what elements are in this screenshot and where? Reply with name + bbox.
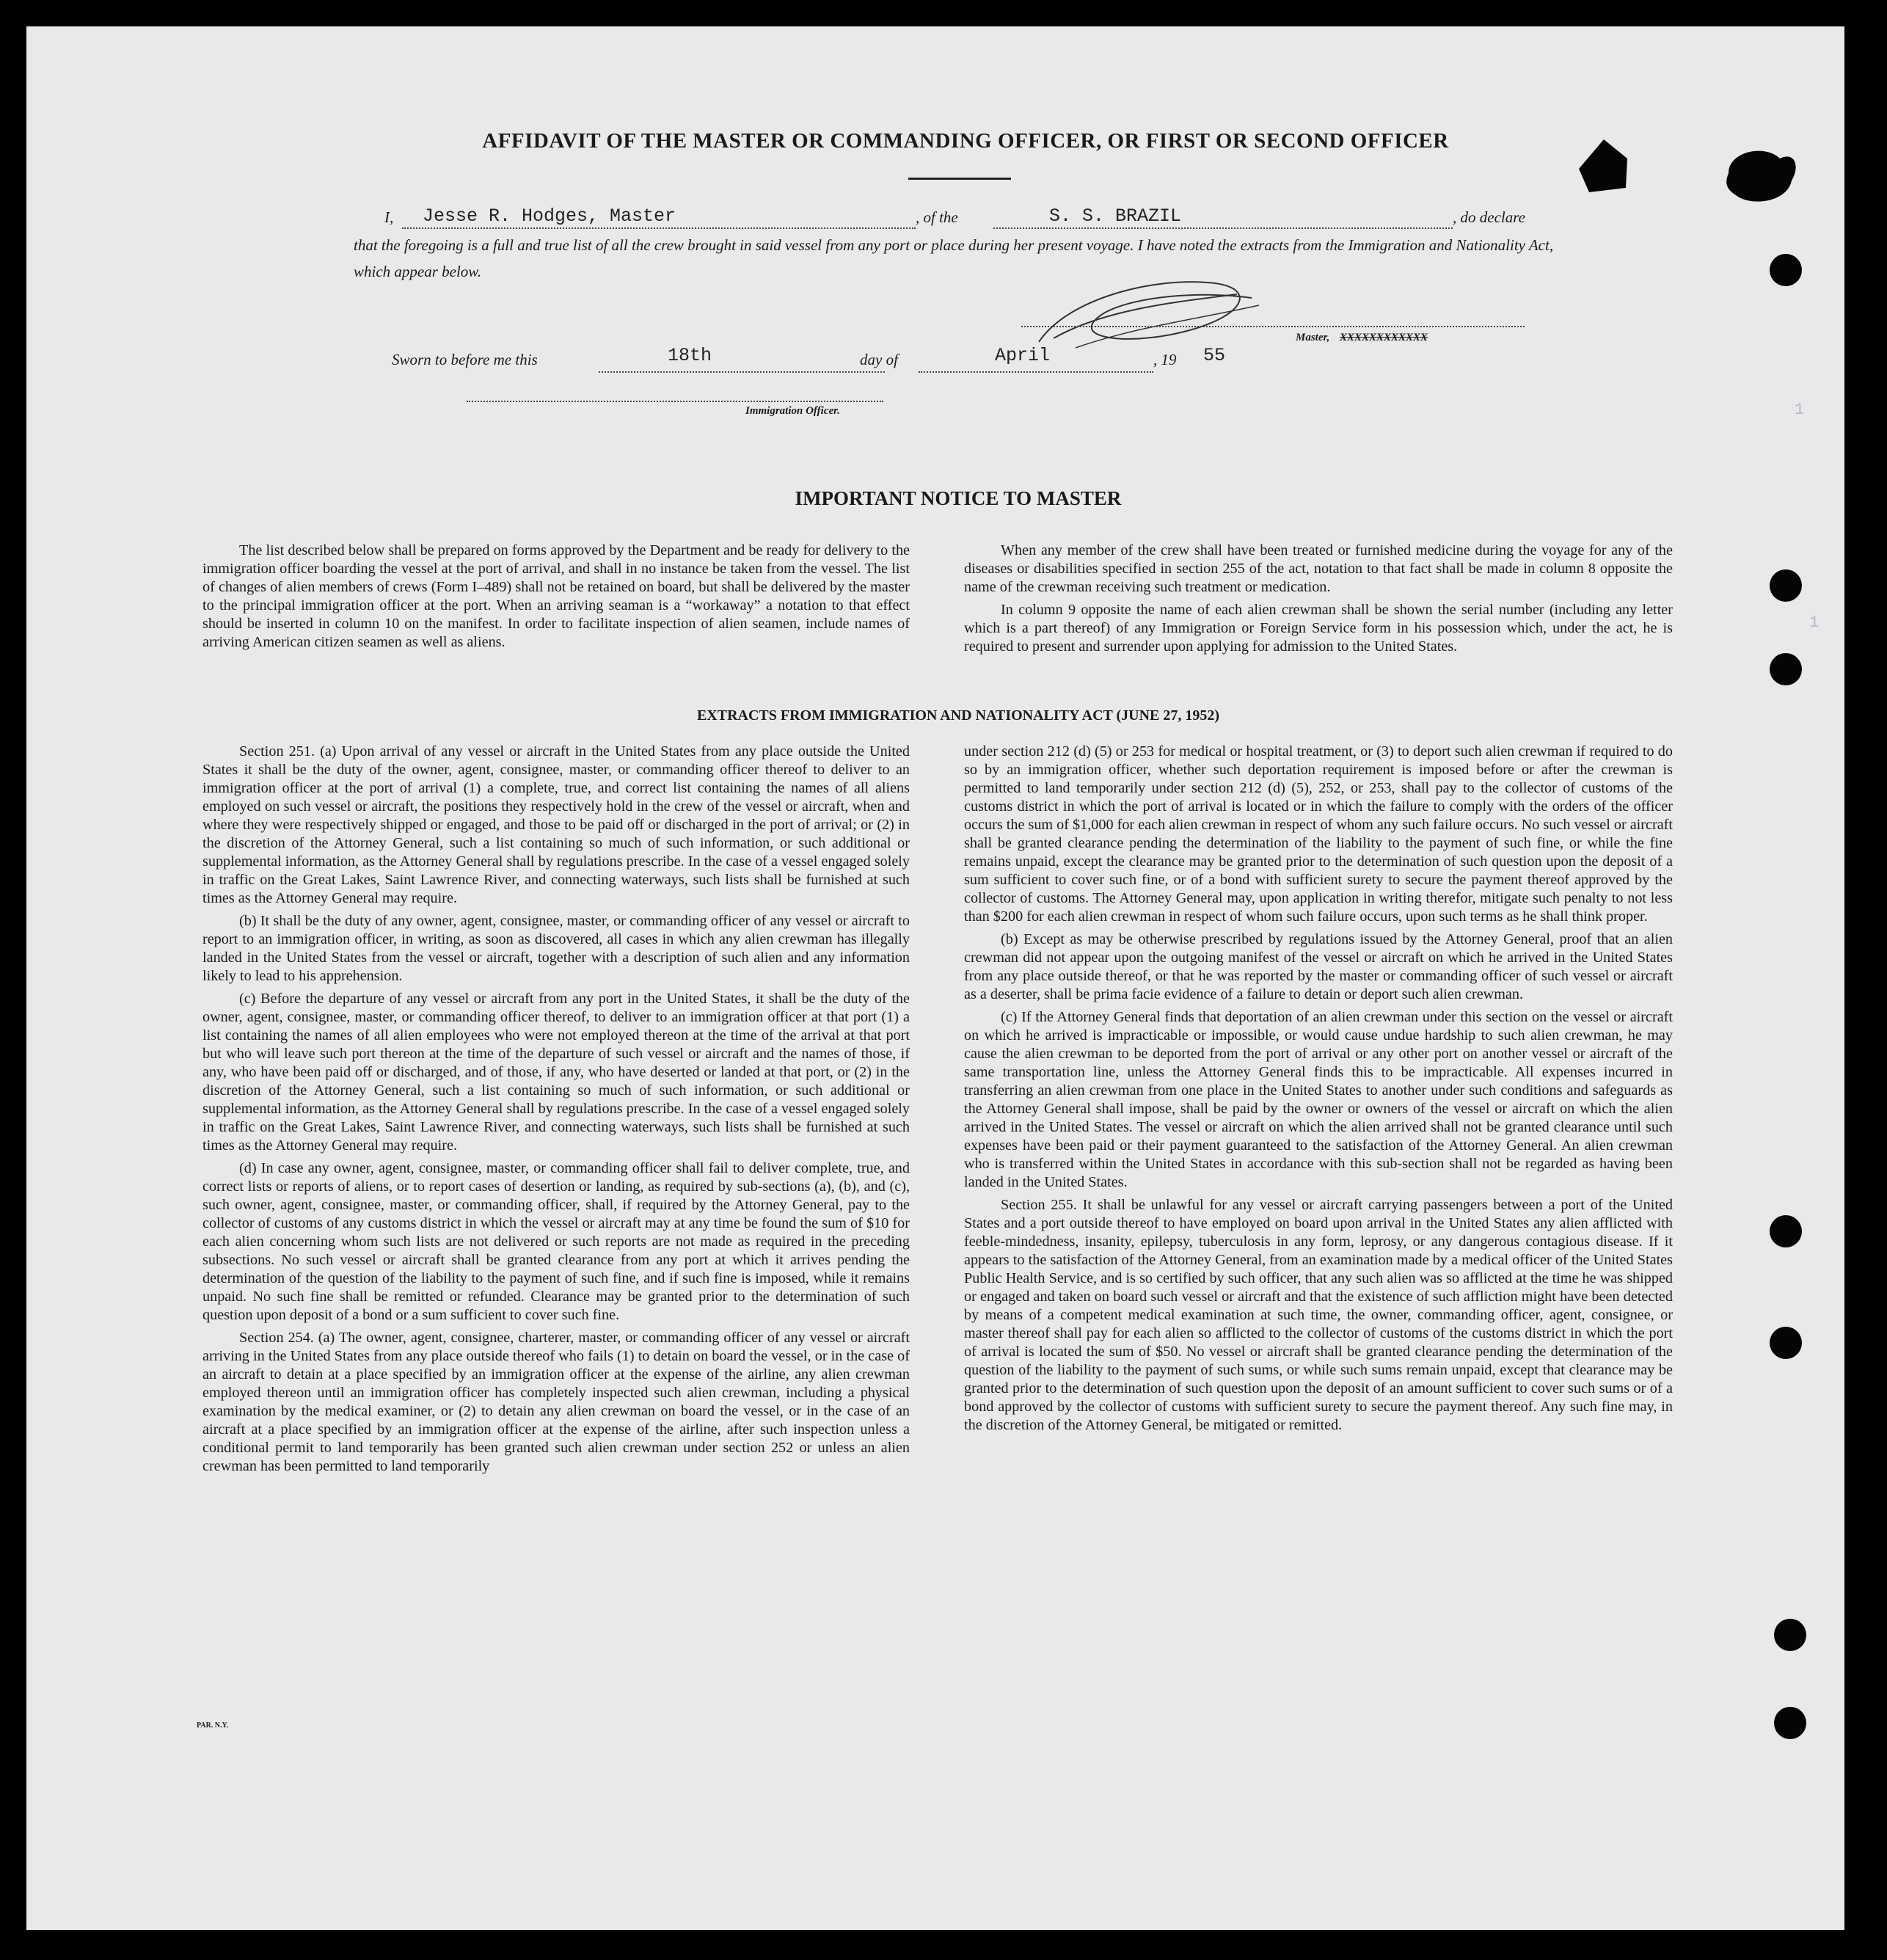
immigration-officer-label: Immigration Officer.: [745, 405, 840, 417]
bleed-through: 1: [1795, 401, 1805, 419]
punch-hole: [1770, 569, 1802, 602]
punch-hole: [1774, 1619, 1806, 1651]
notice-paragraph: In column 9 opposite the name of each alien crewman shall be shown the serial number (including any letter which is a part thereof) of any Immigration or Foreign Service form in his possession which, under the act, he is required to present and surrender upon applying for admission to the United States.: [964, 602, 1673, 655]
notice-right-column: [964, 542, 1673, 660]
notice-paragraph: When any member of the crew shall have been treated or furnished medicine during the voyage for any of the diseases or disabilities specified in section 255 of the act, notation to that fact shall be made in column 8 opposite the name of the crewman receiving such treatment or medication.: [964, 542, 1673, 595]
section-paragraph: (b) Except as may be otherwise prescribed by regulations issued by the Attorney General, proof that an alien crewman did not appear upon the outgoing manifest of the vessel or aircraft on which he arrived in the United States from any place outside thereof, or that he was reported by the master or commanding officer of such vessel or aircraft as a deserter, shall be prima facie evidence of a failure to detain or deport such alien crewman.: [964, 931, 1673, 1002]
of-the-label: , of the: [916, 208, 958, 226]
punch-hole: [1770, 1215, 1802, 1247]
title-divider: [908, 178, 1011, 180]
document-page: [26, 26, 1844, 1930]
sworn-month: April: [995, 345, 1051, 366]
sworn-year: 55: [1203, 345, 1226, 366]
torn-mark: [1721, 136, 1802, 210]
day-of-label: day of: [860, 351, 898, 368]
section-paragraph: (d) In case any owner, agent, consignee, master, or commanding officer shall fail to deliver complete, true, and correct lists or reports of aliens, or to report cases of desertion or landing, as required by sub-sections (a), (b), and (c), such owner, agent, consignee, master, or commanding officer, shall, if required by the Attorney General, pay to the collector of customs of any customs district in which the vessel or aircraft may at any time be found the sum of $10 for each alien concerning whom such lists are not delivered or such reports are not made as required in the preceding subsections. No such vessel or aircraft shall be granted clearance from any port at which it arrives pending the determination of the question of the liability to the payment of such fine, and if such fine is imposed, while it remains unpaid. No such fine shall be remitted or refunded. Clearance may be granted prior to the determination of such question upon deposit of a bond or a sum sufficient to cover such fine.: [202, 1160, 910, 1323]
vessel-name: S. S. BRAZIL: [1049, 205, 1182, 227]
master-signature: [1024, 269, 1274, 357]
punch-hole: [1770, 254, 1802, 286]
officer-line: [467, 399, 883, 402]
section-paragraph: (c) Before the departure of any vessel or aircraft from any port in the United States, it shall be the duty of the owner, agent, consignee, master, or commanding officer thereof, to deliver to an immigration officer at that port (1) a list containing the names of all alien employees who were not employed thereon at the time of the arrival at that port but who will leave such port thereon at the time of the departure of such vessel or aircraft and the names of those, if any, who have been paid off or discharged, and of those, if any, who have deserted or landed at that port, or (2) in the discretion of the Attorney General, such a list containing so much of such information, or such additional or supplemental information, as the Attorney General shall by regulations prescribe. In the case of a vessel engaged solely in traffic on the Great Lakes, Saint Lawrence River, and connecting waterways, such lists shall be furnished at such times as the Attorney General may require.: [202, 991, 910, 1154]
bleed-through: 1: [1809, 613, 1820, 632]
year-prefix: , 19: [1153, 351, 1177, 368]
master-name: Jesse R. Hodges, Master: [423, 205, 676, 227]
notice-title: IMPORTANT NOTICE TO MASTER: [795, 487, 1122, 509]
section-paragraph: Section 254. (a) The owner, agent, consignee, charterer, master, or commanding officer of any vessel or aircraft arriving in the United States from any place outside thereof who fails (1) to detain on board the vessel, or in the case of an aircraft to detain at a place specified by an immigration officer at the expense of the airline, any alien crewman employed thereon until an immigration officer has completely inspected such alien crewman, including a physical examination by the medical examiner, or (2) to detain any alien crewman on board the vessel, or in the case of an aircraft at a place specified by an immigration officer at the expense of the airline, after such inspection unless a conditional permit to land temporarily has been granted such alien crewman under section 252 or unless an alien crewman has been permitted to land temporarily: [202, 1330, 910, 1474]
section-paragraph: Section 251. (a) Upon arrival of any vessel or aircraft in the United States from any place outside the United States it shall be the duty of the owner, agent, consignee, master, or commanding officer thereof to deliver to an immigration officer at the port of arrival (1) a complete, true, and correct list containing the names of all aliens employed on such vessel or aircraft, the positions they respectively hold in the crew of the vessel or aircraft, when and where they were respectively shipped or engaged, and those to be paid off or discharged in the port of arrival; or (2) in the discretion of the Attorney General, such a list containing so much of such information, or such additional or supplemental information, as the Attorney General shall by regulations prescribe. In the case of a vessel engaged solely in traffic on the Great Lakes, Saint Lawrence River, and connecting waterways, such lists shall be furnished at such times as the Attorney General may require.: [202, 743, 910, 906]
punch-hole: [1770, 1327, 1802, 1359]
extracts-left-column: [202, 743, 910, 1480]
certification-text: that the foregoing is a full and true list of all the crew brought in said vessel from any port or place during her present voyage. I have noted the extracts from the Immigration and Nationality Act, which appear below.: [354, 236, 1554, 280]
punch-hole: [1774, 1707, 1806, 1739]
section-paragraph: Section 255. It shall be unlawful for any vessel or aircraft carrying passengers between a port of the United States and a port outside thereof to have employed on board upon arrival in the United States any alien afflicted with feeble-mindedness, insanity, epilepsy, tuberculosis in any form, leprosy, or any dangerous contagious disease. If it appears to the satisfaction of the Attorney General, from an examination made by a medical officer of the United States Public Health Service, and is so certified by such officer, that any such alien was so afflicted at the time he was shipped or engaged and taken on board such vessel or aircraft and that the existence of such affliction might have been detected by means of a competent medical examination at such time, the owner, commanding officer, agent, consignee, or master thereof shall pay for each alien so afflicted to the collector of customs of the customs district in which the port of arrival is located the sum of $50. No vessel or aircraft shall be granted clearance pending the determination of the question of the liability to the payment of such sums, or while such sums remain unpaid, except that clearance may be granted prior to the determination of such question upon the deposit of an amount sufficient to cover such sums or of a bond approved by the collector of customs with sufficient surety to secure the payment thereof. Any such fine may, in the discretion of the Attorney General, be mitigated or remitted.: [964, 1197, 1673, 1433]
do-declare-label: , do declare: [1453, 208, 1525, 226]
extracts-right-column: [964, 743, 1673, 1439]
notice-left-column: [202, 542, 910, 656]
sworn-day: 18th: [668, 345, 712, 366]
sworn-label: Sworn to before me this: [392, 351, 538, 368]
struck-title: XXXXXXXXXXXX: [1340, 332, 1428, 343]
section-paragraph: under section 212 (d) (5) or 253 for medical or hospital treatment, or (3) to deport such alien crewman if required to do so by an immigration officer, whether such deportation requirement is imposed before or after the crewman is permitted to land temporarily under section 212 (d) (5), 252, or 253, shall pay to the collector of customs of the customs district in which the port of arrival is located or in which the failure to comply with the orders of the officer occurs the sum of $1,000 for each alien crewman in respect of whom any such failure occurs. No such vessel or aircraft shall be granted clearance pending the determination of the liability to the payment of such fine, or while the fine remains unpaid, except the clearance may be granted prior to the determination of such question upon the deposit of a sum sufficient to cover such fine, or of a bond with sufficient surety to secure the payment thereof approved by the collector of customs. The Attorney General may, upon application in writing therefor, mitigate such penalty to not less than $200 for each alien crewman in respect of whom such failure occurs, upon such terms as he shall think proper.: [964, 743, 1673, 925]
day-line: [599, 354, 885, 373]
torn-mark: [1574, 136, 1633, 195]
section-paragraph: (b) It shall be the duty of any owner, agent, consignee, master, or commanding officer of any vessel or aircraft to report to an immigration officer, in writing, as soon as discovered, all cases in which any alien crewman has illegally landed in the United States from the vessel or aircraft, together with a description of such alien and any information likely to lead to his apprehension.: [202, 913, 910, 984]
master-label: Master,: [1296, 332, 1330, 343]
i-label: I,: [384, 208, 394, 226]
extracts-title: EXTRACTS FROM IMMIGRATION AND NATIONALITY ACT (JUNE 27, 1952): [696, 707, 1220, 724]
punch-hole: [1770, 653, 1802, 685]
affidavit-title: AFFIDAVIT OF THE MASTER OR COMMANDING OFFICER, OR FIRST OR SECOND OFFICER: [482, 129, 1449, 153]
notice-paragraph: The list described below shall be prepared on forms approved by the Department and be ready for delivery to the immigration officer boarding the vessel at the port of arrival, and shall in no instance be taken from the vessel. The list of changes of alien members of crews (Form I–489) shall not be retained on board, but shall be delivered by the master to the principal immigration officer at the port. When an arriving seaman is a “workaway” a notation to that effect should be inserted in column 10 on the manifest. In order to facilitate inspection of alien seamen, include names of arriving American citizen seamen as well as aliens.: [202, 542, 910, 650]
section-paragraph: (c) If the Attorney General finds that deportation of an alien crewman under this section on the vessel or aircraft on which he arrived is impracticable or impossible, or would cause undue hardship to such alien crewman, he may cause the alien crewman to be deported from the port of arrival or any other port on another vessel or aircraft of the same transportation line, unless the Attorney General finds this to be impracticable. All expenses incurred in transferring an alien crewman from one place in the United States to another under such conditions and safeguards as the Attorney General shall impose, shall be paid by the owner or owners of the vessel or aircraft on which the alien arrived in the United States. The vessel or aircraft on which the alien arrived shall not be granted clearance until such expenses have been paid or their payment guaranteed to the satisfaction of the Attorney General. An alien crewman who is transferred within the United States in accordance with this sub-section shall not be regarded as having been landed in the United States.: [964, 1009, 1673, 1190]
signature-line: [1021, 324, 1525, 327]
printer-mark: PAR. N.Y.: [197, 1722, 229, 1730]
